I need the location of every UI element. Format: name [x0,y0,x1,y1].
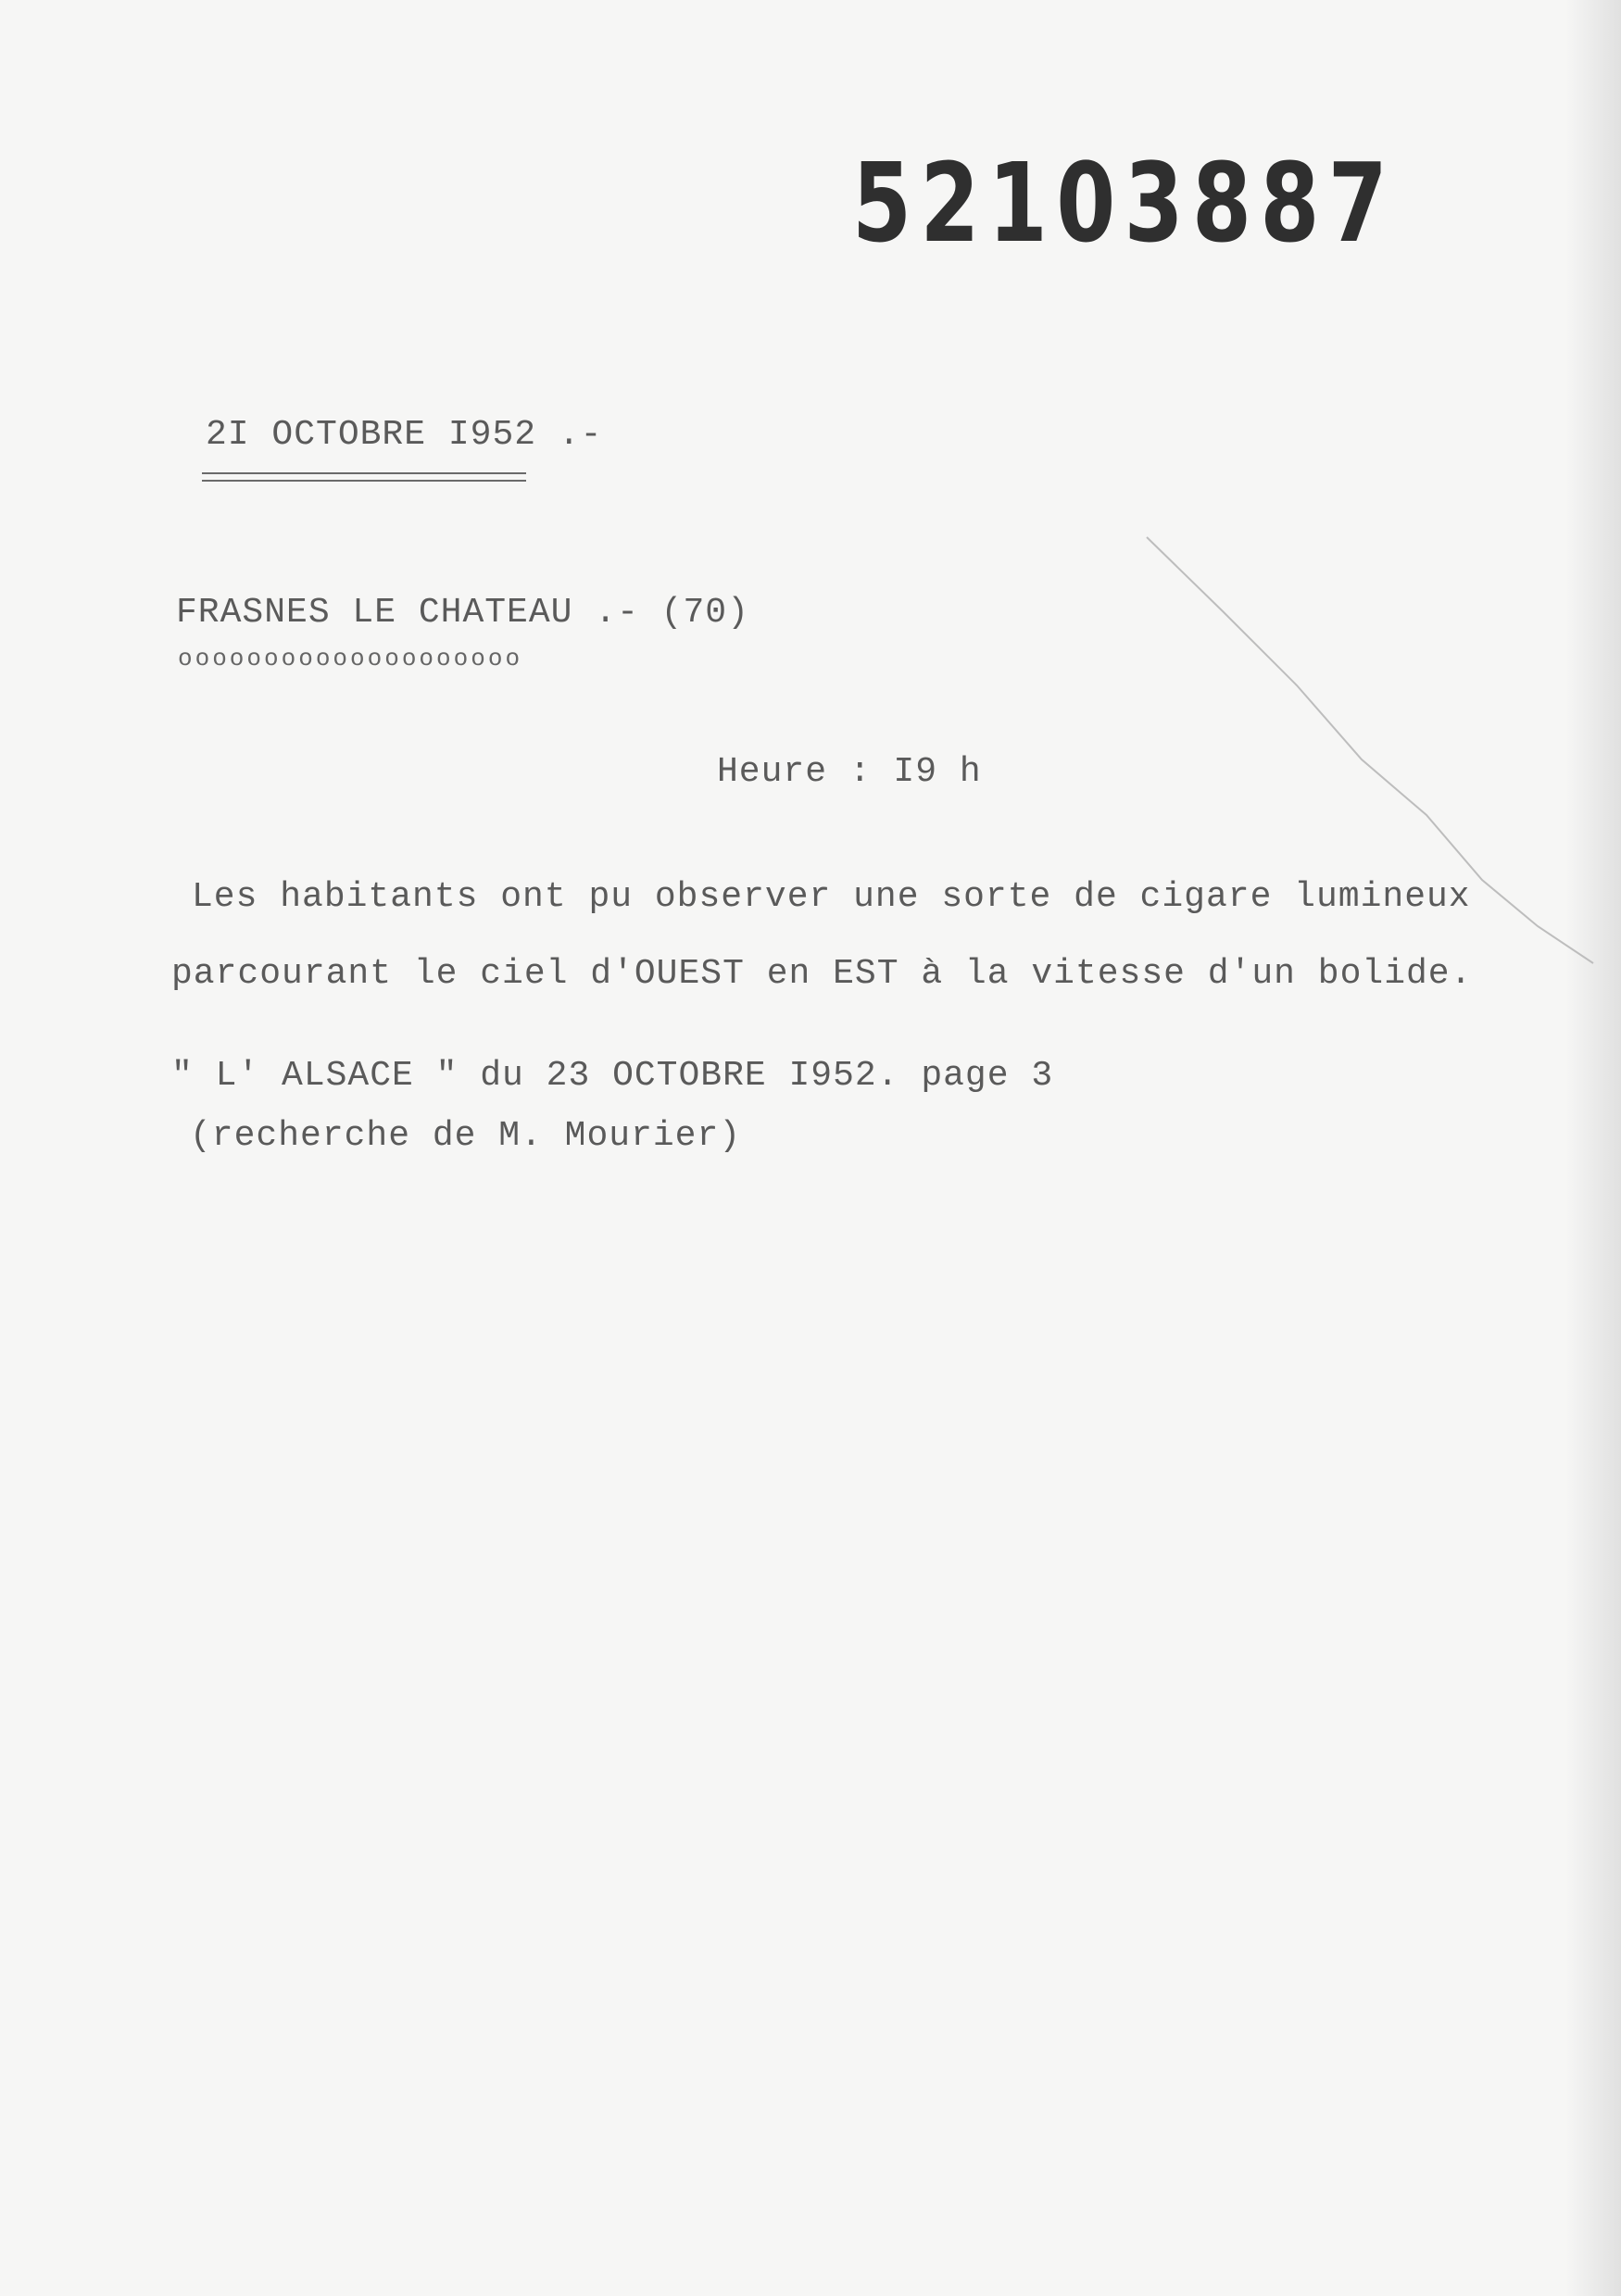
body-line: Les habitants ont pu observer une sorte de cigare lumineux [192,877,1471,917]
date-underline-top [202,472,526,474]
date-heading: 2I OCTOBRE I952 .- [206,415,603,455]
date-underline-bottom [202,480,526,482]
hour-label: Heure : I9 h [717,752,982,792]
place-heading: FRASNES LE CHATEAU .- (70) [176,593,749,633]
body-line: parcourant le ciel d'OUEST en EST à la vitesse d'un bolide. [171,954,1473,994]
place-underline-dots: oooooooooooooooooooo [178,645,523,672]
reference-number: 52103887 [852,139,1397,267]
source-line: (recherche de M. Mourier) [190,1116,742,1156]
source-line: " L' ALSACE " du 23 OCTOBRE I952. page 3 [171,1056,1054,1096]
